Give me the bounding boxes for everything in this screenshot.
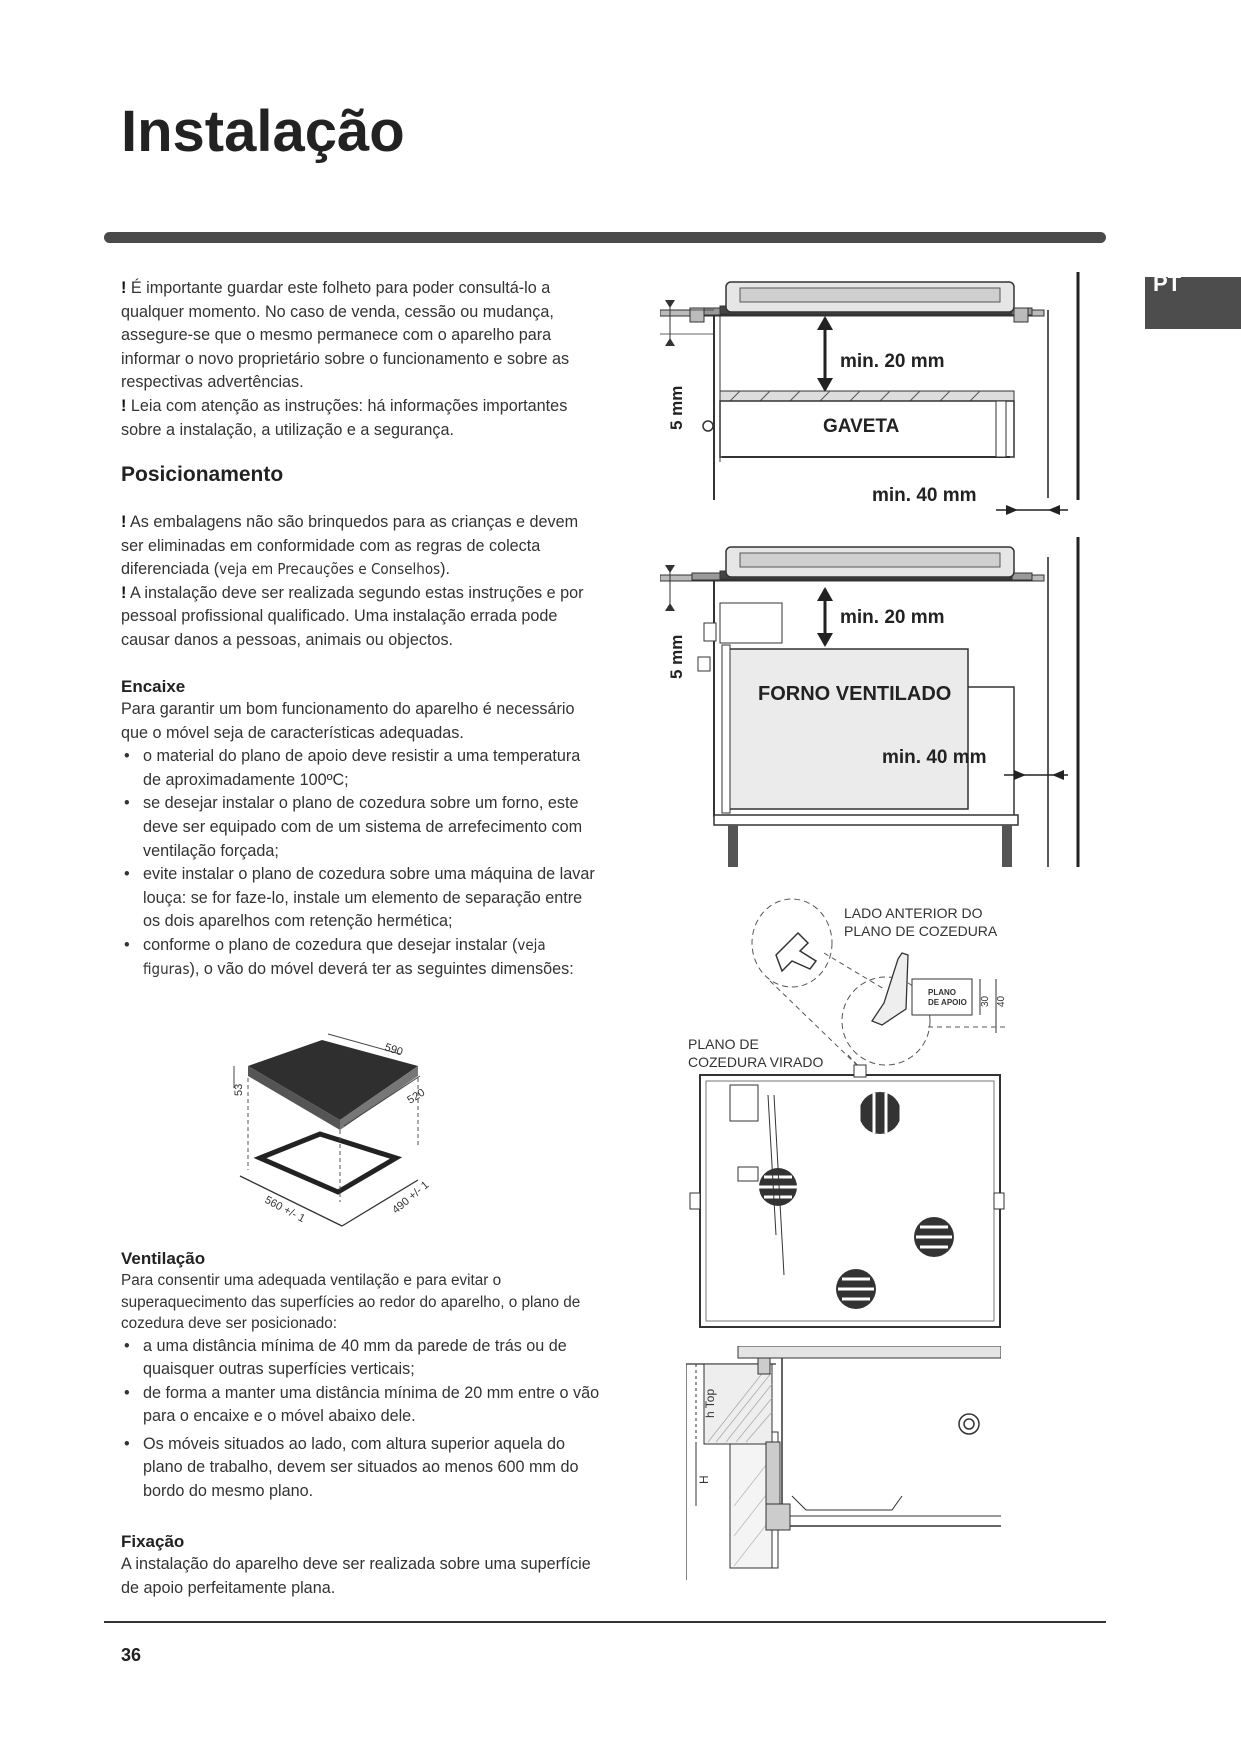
label-support-2: DE APOIO — [928, 998, 967, 1007]
header-divider — [104, 232, 1106, 243]
intro-section — [121, 277, 601, 442]
dim-label-490: 490 +/- 1 — [390, 1178, 432, 1217]
cabinet-leg — [728, 825, 738, 867]
label-30: 30 — [980, 995, 991, 1007]
intro-paragraph-2: ! Leia com atenção as instruções: há informações importantes sobre a instalação, a utilização e a segurança. — [121, 396, 568, 439]
figures-reference: veja figuras — [143, 935, 546, 978]
dim-label-590: 590 — [383, 1041, 405, 1059]
list-item: • se desejar instalar o plano de cozedura sobre um forno, este deve ser equipado com de um sistema de arrefecimento com ventilação forçada; — [121, 792, 601, 863]
label-40: 40 — [996, 995, 1007, 1007]
label-front-side-2: PLANO DE COZEDURA — [844, 923, 998, 939]
section-heading-fixacao: Fixação — [121, 1532, 185, 1551]
bracket-icon — [776, 933, 816, 971]
installation-paragraph: ! A instalação deve ser realizada segundo estas instruções e por pessoal profissional qualificado. Uma instalação errada pode causar danos a pessoas, animais ou objectos. — [121, 583, 584, 649]
section-heading-posicionamento: Posicionamento — [121, 463, 284, 486]
label-h: H — [697, 1475, 711, 1484]
section-heading-ventilacao: Ventilação — [121, 1249, 206, 1268]
list-item: • a uma distância mínima de 40 mm da parede de trás ou de quaisquer outras superfícies verticais; — [121, 1335, 601, 1382]
label-support-1: PLANO — [928, 988, 956, 997]
label-min-20mm: min. 20 mm — [840, 351, 945, 372]
cutout-outline — [260, 1134, 396, 1192]
list-item: • Os móveis situados ao lado, com altura superior aquela do plano de trabalho, devem ser situados ao menos 600 mm do bordo do mesmo plano. — [121, 1433, 601, 1504]
label-min-40mm: min. 40 mm — [882, 747, 987, 768]
fixacao-section — [121, 1531, 601, 1600]
precautions-reference: veja em Precauções e Conselhos — [219, 560, 441, 579]
encaixe-intro: Para garantir um bom funcionamento do aparelho é necessário que o móvel seja de características adequadas. — [121, 700, 575, 742]
label-h-top: h Top — [703, 1388, 717, 1418]
cutout-dimensions-figure — [228, 1030, 478, 1240]
list-item: • de forma a manter uma distância mínima de 20 mm entre o vão para o encaixe e o móvel abaixo dele. — [121, 1382, 601, 1429]
packaging-paragraph: ! As embalagens não são brinquedos para as crianças e devem ser eliminadas em conformidade com as regras de colecta diferenciada (veja em Precauções e Conselhos). — [121, 513, 579, 579]
oven-body — [728, 649, 968, 809]
section-heading-encaixe: Encaixe — [121, 677, 186, 696]
list-item: • conforme o plano de cozedura que desejar instalar (veja figuras), o vão do móvel deverá ter as seguintes dimensões: — [121, 934, 601, 981]
footer-divider — [104, 1621, 1106, 1623]
hob-glass-section — [738, 1346, 1001, 1358]
list-item: • o material do plano de apoio deve resistir a uma temperatura de aproximadamente 100ºC; — [121, 745, 601, 792]
language-tab: PT — [1145, 277, 1241, 329]
label-5mm: 5 mm — [667, 634, 686, 679]
posicionamento-section — [121, 511, 601, 653]
label-drawer: GAVETA — [823, 416, 900, 437]
dim-label-520: 520 — [405, 1086, 428, 1107]
burner-back-right — [859, 1092, 901, 1134]
list-item: • evite instalar o plano de cozedura sobre uma máquina de lavar louça: se for faze-lo, instale um elemento de separação entre os dois aparelhos com retenção hermética; — [121, 863, 601, 934]
label-5mm: 5 mm — [667, 385, 686, 430]
drawer-clearance-diagram — [660, 272, 1100, 517]
page-number: 36 — [121, 1645, 142, 1665]
drawer-panel — [720, 391, 1014, 401]
cabinet-leg — [1002, 825, 1012, 867]
page-title: Instalação — [121, 99, 405, 164]
label-front-side-1: LADO ANTERIOR DO — [844, 905, 983, 921]
label-upturned-2: COZEDURA VIRADO — [688, 1054, 824, 1070]
encaixe-list — [121, 745, 601, 981]
cabinet-shelf — [714, 815, 1018, 825]
intro-paragraph-1: ! É importante guardar este folheto para poder consultá-lo a qualquer momento. No caso de venda, cessão ou mudança, assegure-se que o mesmo permanece com o aparelho para informar o novo proprietário sobre o funcionamento e sobre as respectivas advertências. — [121, 279, 570, 392]
label-min-40mm: min. 40 mm — [872, 485, 977, 506]
oven-clearance-diagram — [660, 537, 1100, 877]
dim-label-560: 560 +/- 1 — [262, 1194, 307, 1226]
fixacao-text: A instalação do aparelho deve ser realizada sobre uma superfície de apoio perfeitamente plana. — [121, 1555, 591, 1597]
label-upturned-1: PLANO DE — [688, 1036, 759, 1052]
ventilacao-section — [121, 1248, 601, 1504]
label-min-20mm: min. 20 mm — [840, 607, 945, 628]
ventilacao-list — [121, 1335, 601, 1504]
fixing-bracket-diagram — [688, 895, 1038, 1335]
label-ventilated-oven: FORNO VENTILADO — [758, 683, 952, 705]
worktop-section-diagram — [686, 1346, 1001, 1581]
encaixe-section — [121, 676, 601, 981]
ventilacao-intro: Para consentir uma adequada ventilação e para evitar o superaquecimento das superfícies ao redor do aparelho, o plano de cozedura deve ser posicionado: — [121, 1272, 581, 1332]
dim-label-53: 53 — [233, 1083, 245, 1096]
